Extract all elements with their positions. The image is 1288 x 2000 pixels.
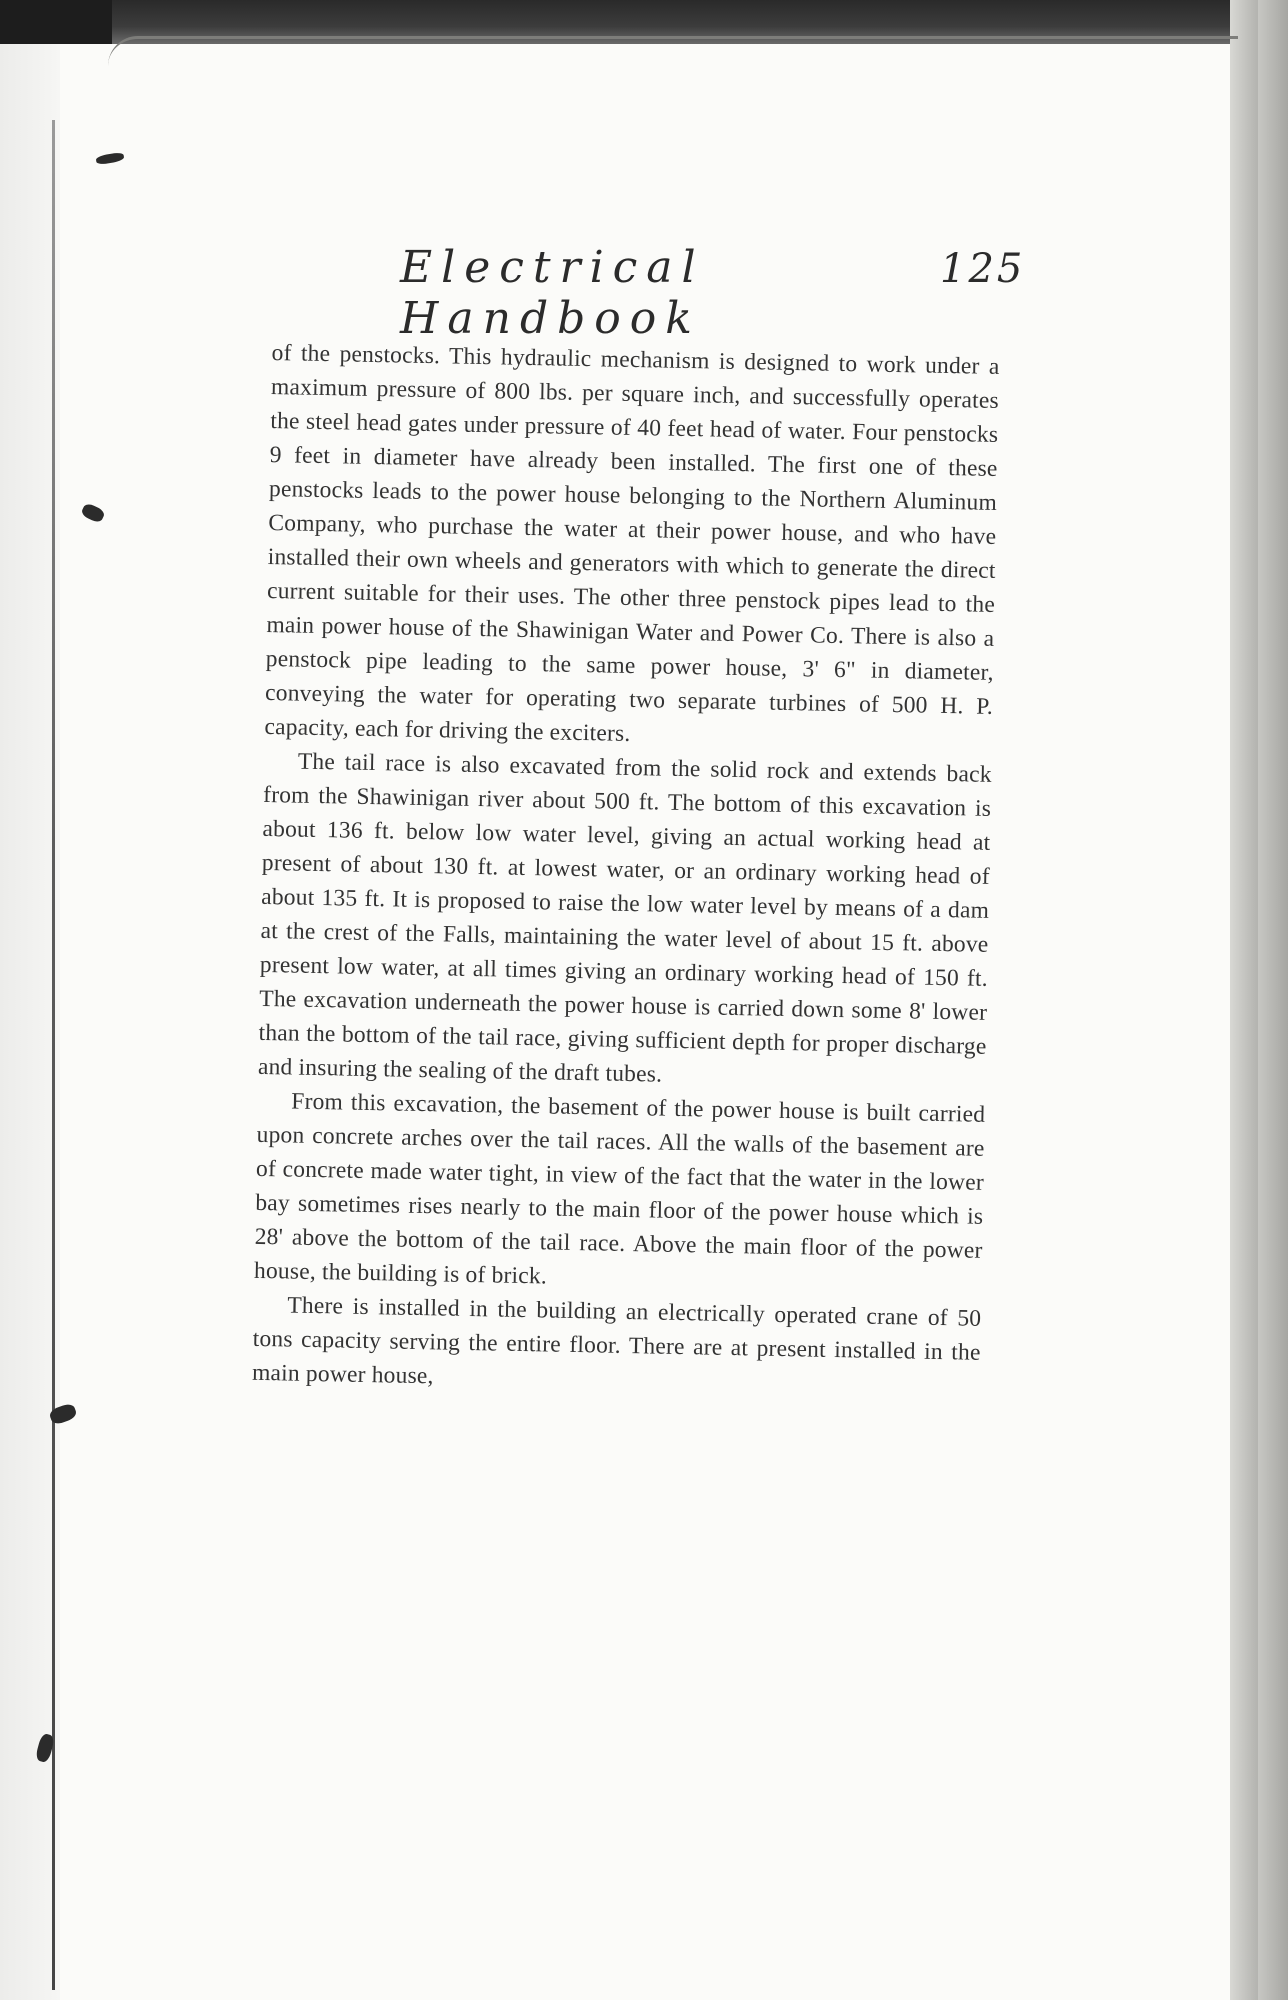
binding-stitch-mark — [95, 152, 124, 166]
running-header — [400, 242, 1026, 344]
body-text — [252, 336, 1000, 1404]
top-left-corner-shadow — [0, 0, 112, 44]
paragraph: The tail race is also excavated from the solid rock and extends back from the Shawinigan river about 500 ft. The bottom of this excavation is about 136 ft. below low water level, giving an actual working head at present of about 130 ft. at lowest water, or an ordinary working head of about 135 ft. It is proposed to raise the low water level by means of a dam at the crest of the Falls, maintaining the water level of about 15 ft. above present low water, at all times giving an ordinary working head of 150 ft. The excavation underneath the power house is carried down some 8' lower than the bottom of the tail race, giving sufficient depth for proper discharge and insuring the sealing of the draft tubes. — [257, 748, 992, 1088]
paragraph: From this excavation, the basement of the power house is built carried upon concrete arches over the tail races. All the walls of the basement are of concrete made water tight, in view of the fact that the water in the lower bay sometimes rises nearly to the main floor of the power house which is 28' above the bottom of the tail race. Above the main floor of the power house, the building is of brick. — [253, 1088, 986, 1290]
gutter-shadow — [0, 0, 60, 2000]
paragraph: There is installed in the building an electrically operated crane of 50 tons capacity serving the entire floor. There are at present installed in the main power house, — [251, 1292, 982, 1390]
running-title: Electrical Handbook — [400, 242, 705, 344]
binding-stitch-mark — [80, 502, 106, 524]
paragraph: of the penstocks. This hydraulic mechanism is designed to work under a maximum pressure of 800 lbs. per square inch, and successfully operates the steel head gates under pressure of 40 feet head of water. Four penstocks 9 feet in diameter have already been installed. The first one of these penstocks leads to the power house belonging to the Northern Aluminum Company, who purchase the water at their power house, and who have installed their own wheels and generators with which to generate the direct current suitable for their uses. The other three penstock pipes lead to the main power house of the Shawinigan Water and Power Co. There is also a penstock pipe leading to the same power house, 3' 6" in diameter, conveying the water for operating two separate turbines of 500 H. P. capacity, each for driving the exciters. — [264, 339, 1000, 747]
right-book-edge-shadow — [1258, 0, 1288, 2000]
page-top-curve — [108, 36, 1238, 99]
binding-gutter-line — [52, 120, 55, 1990]
page-number: 125 — [940, 246, 1026, 292]
